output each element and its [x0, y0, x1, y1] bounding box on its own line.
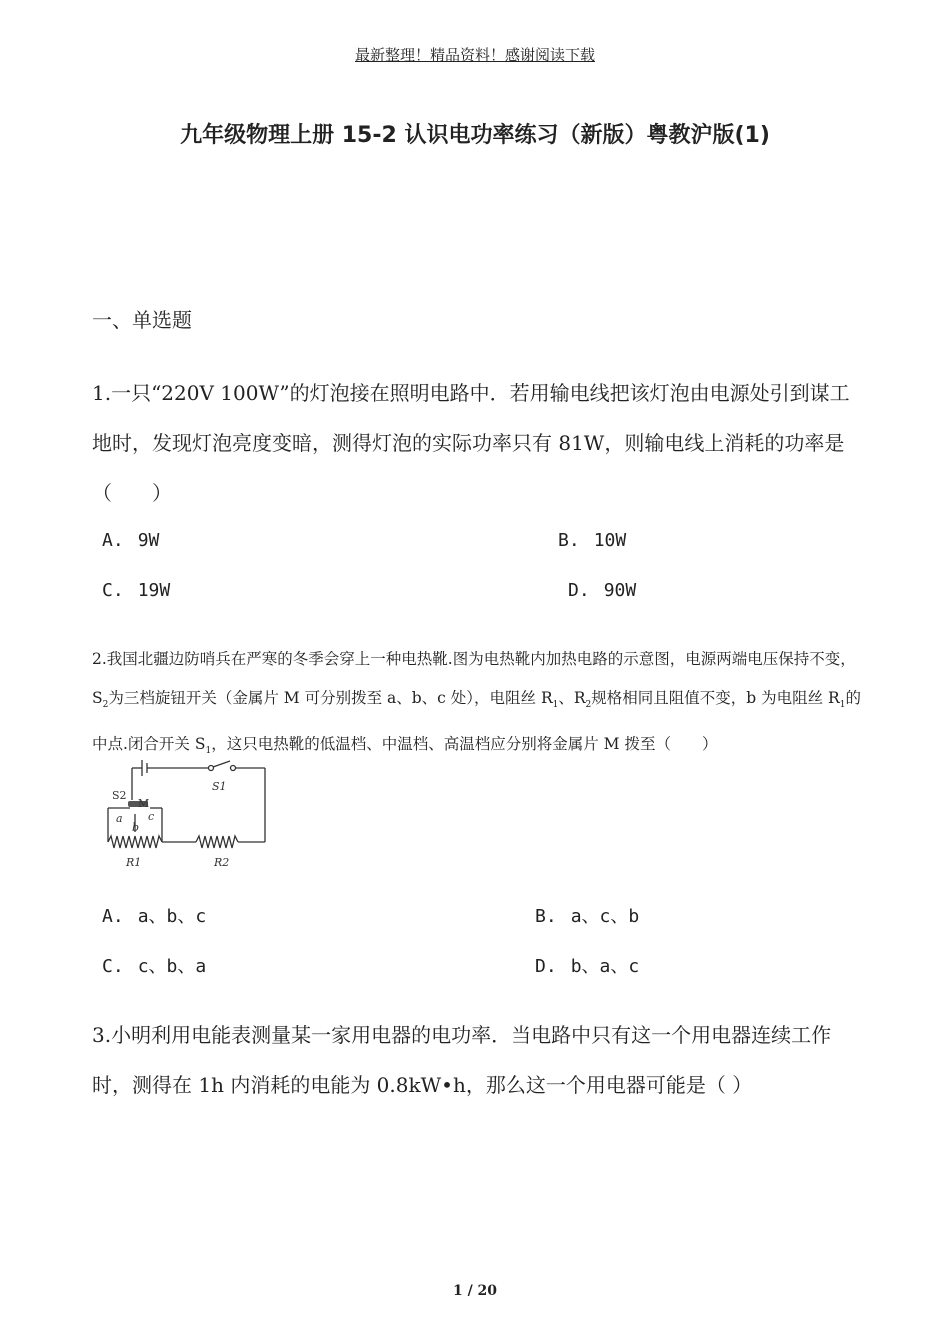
header-banner: 最新整理！精品资料！感谢阅读下载	[354, 46, 595, 64]
question-2: 2.我国北疆边防哨兵在严寒的冬季会穿上一种电热靴.图为电热靴内加热电路的示意图，电源两端电压保持不变，$S_2$为三档旋钮开关（金属片 M 可分别拨至 a、b、c 处），电阻丝 $R_1$、$R_2$规格相同且阻值不变，b 为电阻丝 $R_1$的中点.闭合开关 $S_1$，这只电热靴的低温档、中温档、高温档应分别将金属片 M 拨至（ ）	[92, 650, 861, 757]
label-c: c	[148, 810, 155, 823]
q2-option-b[interactable]: B. a、c、b	[535, 906, 640, 927]
label-r2: R2	[214, 856, 230, 869]
q1-option-d[interactable]: D. 90W	[568, 580, 637, 601]
question-3: 3.小明利用电能表测量某一家用电器的电功率．当电路中只有这一个用电器连续工作时，测得在 1h 内消耗的电能为 0.8kW•h，那么这一个用电器可能是（ ）	[92, 1023, 832, 1097]
section-heading: 一、单选题	[92, 308, 192, 332]
label-a: a	[116, 812, 123, 825]
question-1: 1.一只“220V 100W”的灯泡接在照明电路中．若用输电线把该灯泡由电源处引到谋工地时，发现灯泡亮度变暗，测得灯泡的实际功率只有 81W，则输电线上消耗的功率是（ ）	[92, 381, 850, 505]
label-m: M	[138, 797, 150, 810]
q1-option-c[interactable]: C. 19W	[102, 580, 171, 601]
page-title: 九年级物理上册 15-2 认识电功率练习（新版）粤教沪版(1)	[180, 123, 770, 148]
q2-option-a[interactable]: A. a、b、c	[102, 906, 207, 927]
q1-option-a[interactable]: A. 9W	[102, 530, 160, 551]
label-r1: R1	[126, 856, 142, 869]
circuit-diagram	[100, 752, 270, 872]
label-s2: S2	[112, 789, 127, 802]
label-b: b	[132, 821, 140, 834]
q2-option-d[interactable]: D. b、a、c	[535, 956, 640, 977]
q2-option-c[interactable]: C. c、b、a	[102, 956, 207, 977]
label-s1: S1	[212, 780, 227, 793]
page-number: 1 / 20	[452, 1283, 498, 1299]
q1-option-b[interactable]: B. 10W	[558, 530, 627, 551]
